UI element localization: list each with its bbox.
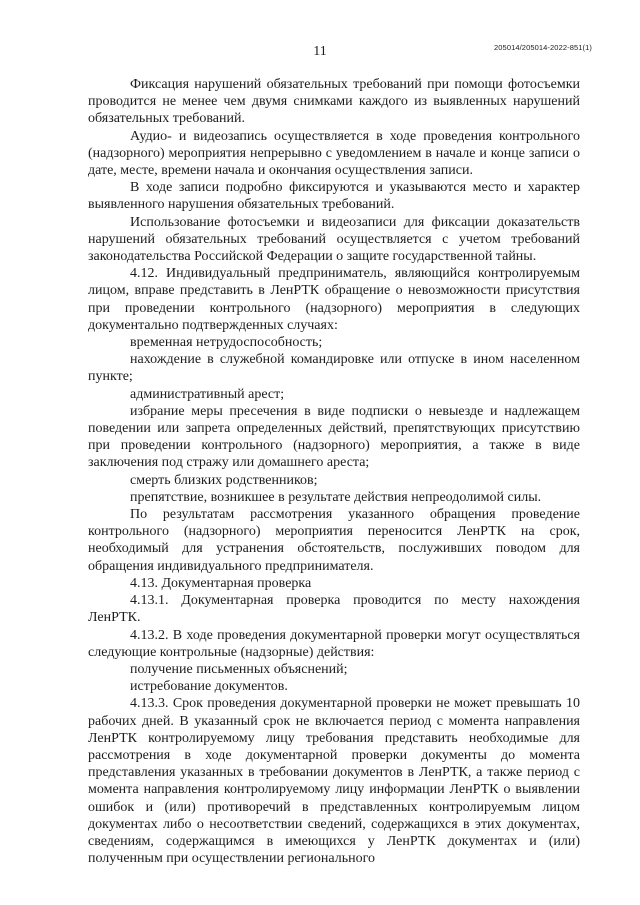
list-item: избрание меры пресечения в виде подписки о невыезде и надлежащем поведении или запрета определенных действий, препятствующих присутствию при проведении контрольного (надзорного) мероприятия, а также в виде заключения под стражу или домашнего ареста; [88,403,580,471]
list-item: нахождение в служебной командировке или отпуске в ином населенном пункте; [88,352,580,385]
paragraph: 4.12. Индивидуальный предприниматель, являющийся контролируемым лицом, вправе представить в ЛенРТК обращение о невозможности присутствия при проведении контрольного (надзорного) мероприятия в следующих документально подтвержденных случаях: [88,266,580,333]
paragraph: 4.13. Документарная проверка [130,575,312,591]
paragraph: Аудио- и видеозапись осуществляется в ходе проведения контрольного (надзорного) мероприятия непрерывно с уведомлением в начале и конце записи о дате, месте, времени начала и окончания осуществления записи. [88,128,580,179]
paragraph: 4.13.1. Документарная проверка проводится по месту нахождения ЛенРТК. [88,593,580,626]
list-item: административный арест; [130,386,285,402]
document-body [88,76,580,867]
list-item: получение письменных объяснений; [130,661,348,677]
page-number: 11 [313,44,327,59]
list-item: смерть близких родственников; [130,472,318,488]
paragraph: В ходе записи подробно фиксируются и указываются место и характер выявленного нарушения обязательных требований. [88,180,580,213]
paragraph: 4.13.2. В ходе проведения документарной проверки могут осуществляться следующие контрольные (надзорные) действия: [88,627,580,660]
list-item: временная нетрудоспособность; [130,335,323,351]
paragraph: 4.13.3. Срок проведения документарной проверки не может превышать 10 рабочих дней. В указанный срок не включается период с момента направления ЛенРТК контролируемому лицу требования представить необходимые для рассмотрения в ходе документарной проверки документы до момента представления указанных в требовании документов в ЛенРТК, а также период с момента направления контролируемому лицу информации ЛенРТК о выявлении ошибок и (или) противоречий в представленных контролируемым лицом документах либо о несоответствии сведений, содержащихся в этих документах, сведениям, содержащимся в имеющихся у ЛенРТК документах и (или) полученным при осуществлении регионального [88,696,580,867]
paragraph: Фиксация нарушений обязательных требований при помощи фотосъемки проводится не менее чем двумя снимками каждого из выявленных нарушений обязательных требований. [88,77,580,127]
list-item: препятствие, возникшее в результате действия непреодолимой силы. [130,489,542,505]
paragraph: По результатам рассмотрения указанного обращения проведение контрольного (надзорного) мероприятия переносится ЛенРТК на срок, необходимый для устранения обстоятельств, послуживших поводом для обращения индивидуального предпринимателя. [88,507,580,574]
paragraph: Использование фотосъемки и видеозаписи для фиксации доказательств нарушений обязательных требований осуществляется с учетом требований законодательства Российской Федерации о защите государственной тайны. [88,214,580,265]
list-item: истребование документов. [130,679,288,695]
document-id: 205014/205014-2022-851(1) [494,43,592,52]
